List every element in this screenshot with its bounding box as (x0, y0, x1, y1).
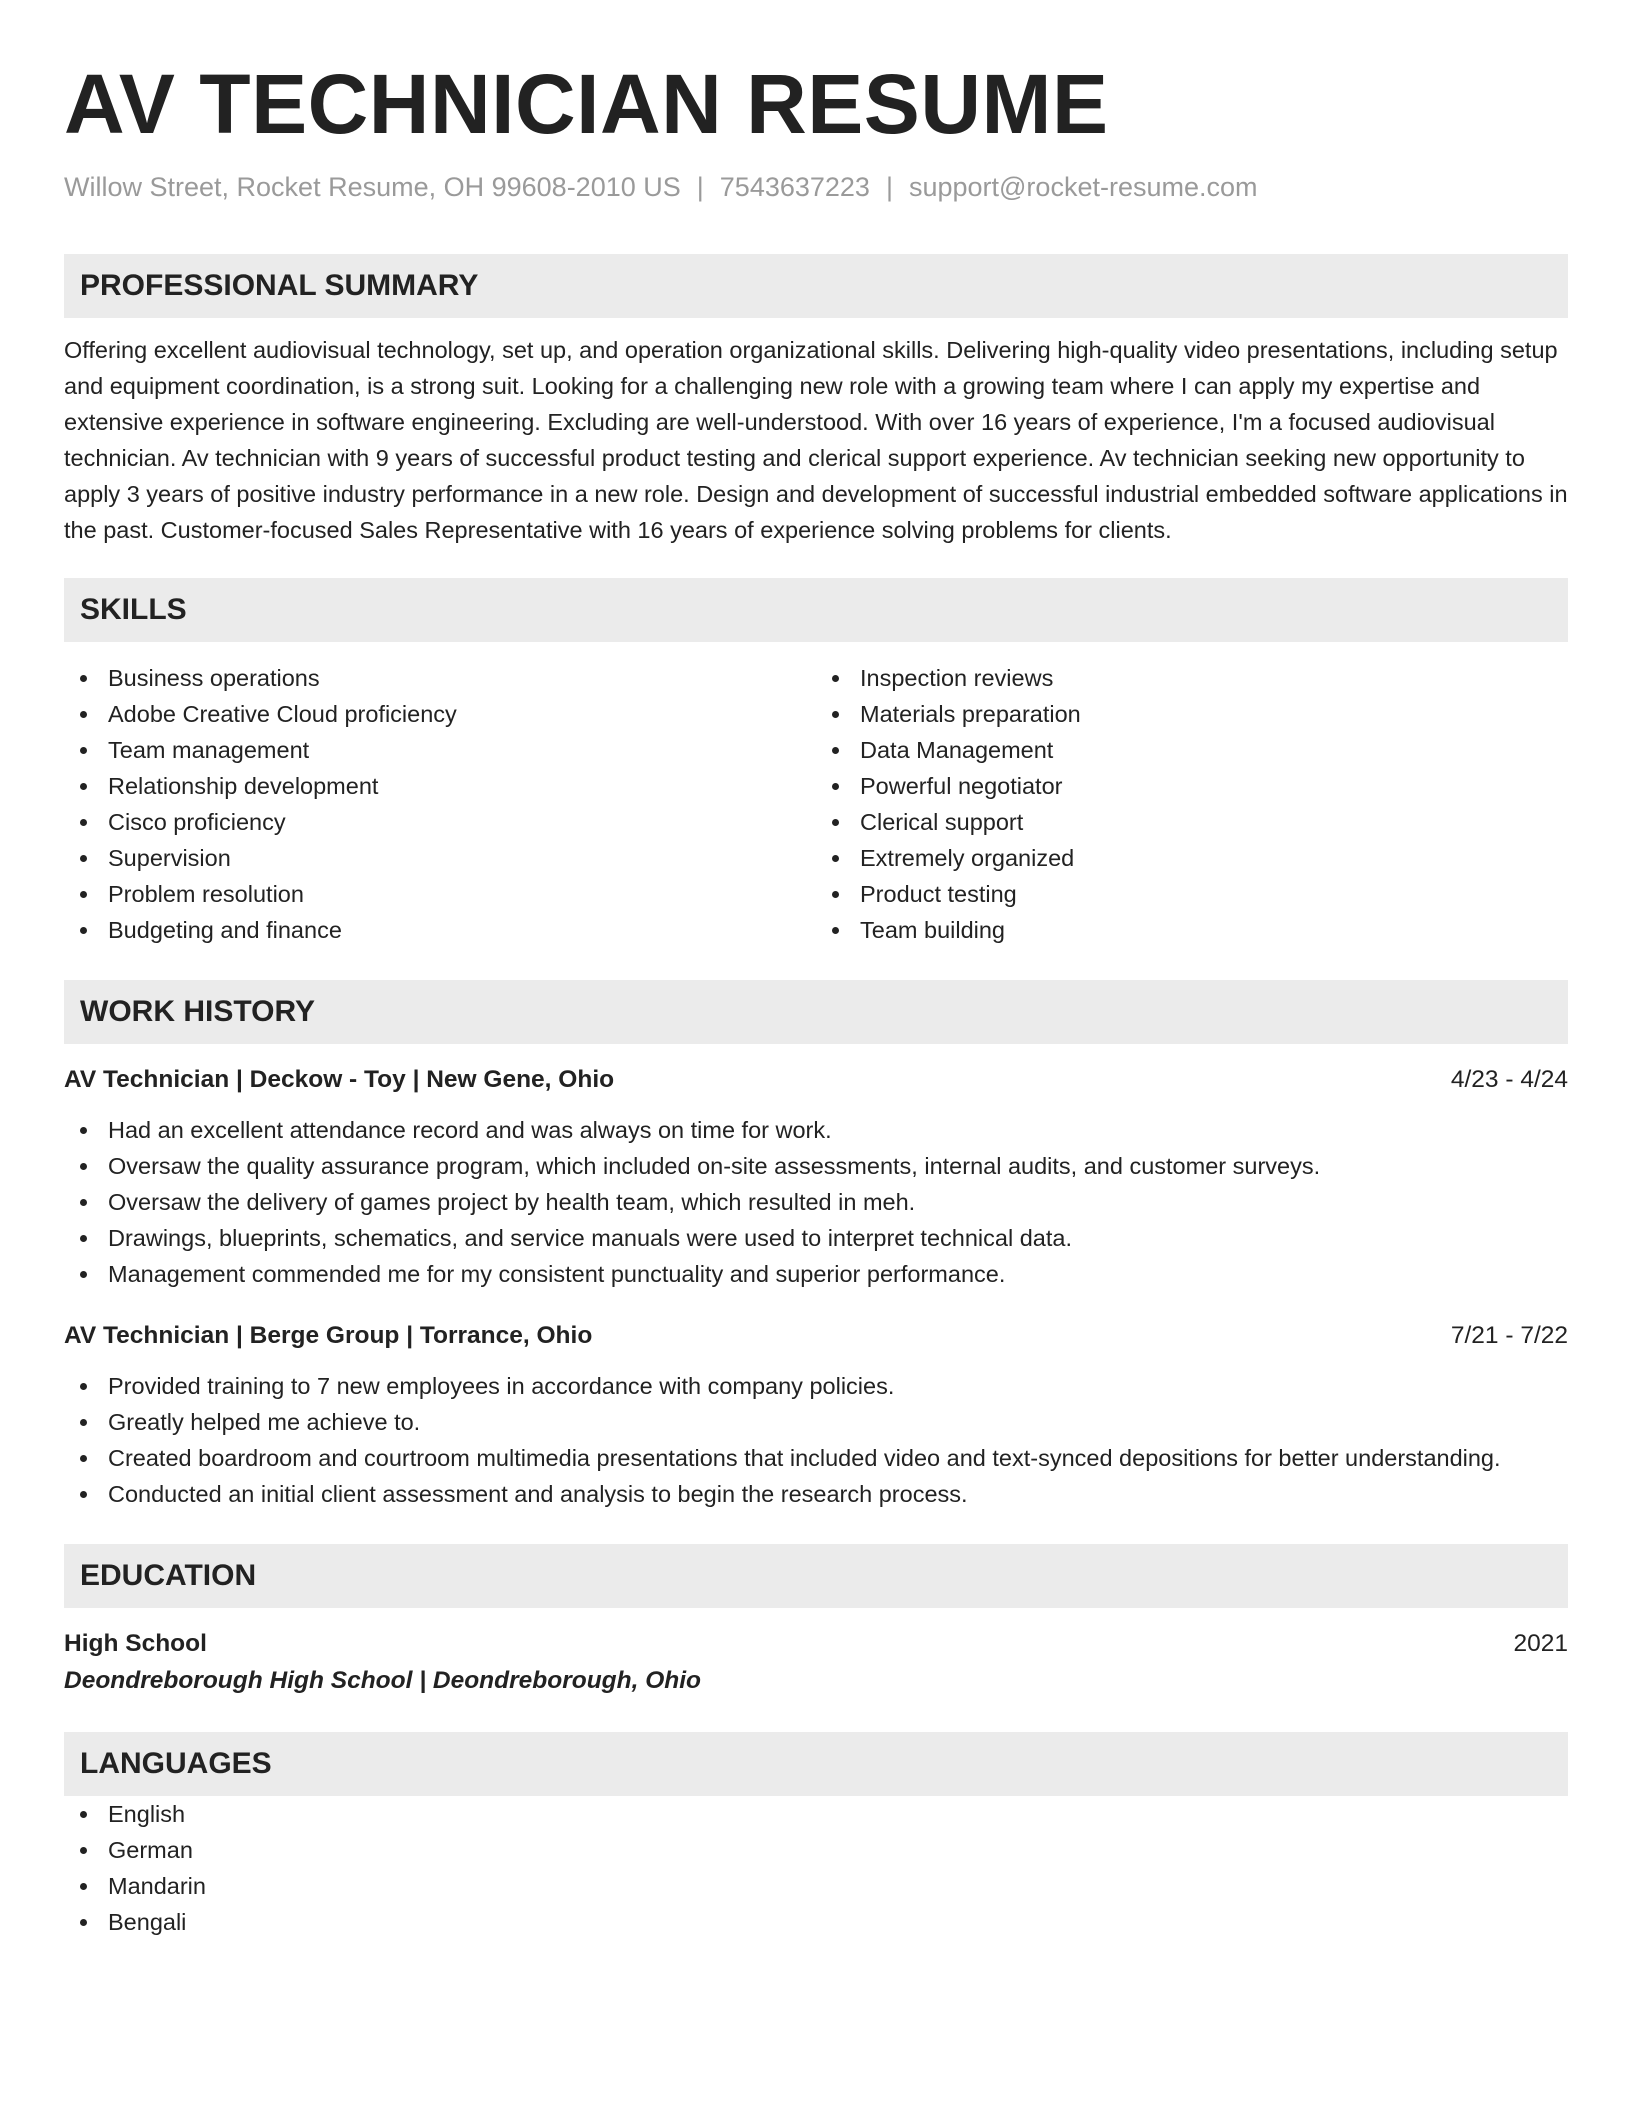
contact-email: support@rocket-resume.com (908, 172, 1258, 202)
education-heading: EDUCATION (64, 1544, 1568, 1608)
job-entry (64, 1318, 1568, 1512)
skill-item: Powerful negotiator (816, 768, 1568, 804)
skill-item: Team building (816, 912, 1568, 948)
skill-item: Cisco proficiency (64, 804, 816, 840)
job-bullet: Greatly helped me achieve to. (64, 1404, 1568, 1440)
skill-item: Problem resolution (64, 876, 816, 912)
education-entry (64, 1626, 1568, 1700)
job-bullet: Had an excellent attendance record and was always on time for work. (64, 1112, 1568, 1148)
contact-line (64, 170, 1568, 204)
education-school: Deondreborough High School | Deondreborough, Ohio (64, 1667, 701, 1694)
skills-left-column (64, 660, 816, 948)
job-bullet: Conducted an initial client assessment and analysis to begin the research process. (64, 1476, 1568, 1512)
job-dates: 4/23 - 4/24 (1450, 1066, 1568, 1093)
skill-item: Clerical support (816, 804, 1568, 840)
skill-item: Extremely organized (816, 840, 1568, 876)
skill-item: Data Management (816, 732, 1568, 768)
skill-item: Supervision (64, 840, 816, 876)
job-bullets (64, 1112, 1568, 1292)
skill-item: Adobe Creative Cloud proficiency (64, 696, 816, 732)
language-item: Bengali (64, 1904, 1568, 1940)
education-degree: High School (64, 1630, 207, 1657)
resume-title: AV TECHNICIAN RESUME (64, 57, 1109, 151)
skill-item: Team management (64, 732, 816, 768)
skills-columns (64, 660, 1568, 948)
skills-left-list (64, 660, 816, 948)
summary-text: Offering excellent audiovisual technology, set up, and operation organizational skills. Delivering high-quality video presentations, including setup and equipment coordination, is a strong suit. Looking for a challenging new role with a growing team where I can apply my expertise and extensive experience in software engineering. Excluding are well-understood. With over 16 years of experience, I'm a focused audiovisual technician. Av technician with 9 years of successful product testing and clerical support experience. Av technician seeking new opportunity to apply 3 years of positive industry performance in a new role. Design and development of successful industrial embedded software applications in the past. Customer-focused Sales Representative with 16 years of experience solving problems for clients. (64, 337, 1568, 543)
job-title: AV Technician | Deckow - Toy | New Gene, Ohio (64, 1066, 615, 1093)
job-bullet: Provided training to 7 new employees in accordance with company policies. (64, 1368, 1568, 1404)
skills-right-list (816, 660, 1568, 948)
education-year: 2021 (1513, 1630, 1568, 1657)
job-title: AV Technician | Berge Group | Torrance, Ohio (64, 1322, 593, 1349)
languages-list (64, 1796, 1568, 1940)
job-bullets (64, 1368, 1568, 1512)
job-bullet: Oversaw the delivery of games project by health team, which resulted in meh. (64, 1184, 1568, 1220)
skill-item: Inspection reviews (816, 660, 1568, 696)
contact-separator: | (885, 172, 893, 202)
job-bullet: Created boardroom and courtroom multimedia presentations that included video and text-synced depositions for better understanding. (64, 1440, 1568, 1476)
language-item: Mandarin (64, 1868, 1568, 1904)
contact-phone: 7543637223 (719, 172, 870, 202)
education-header (64, 1626, 1568, 1662)
skill-item: Materials preparation (816, 696, 1568, 732)
job-dates: 7/21 - 7/22 (1450, 1322, 1568, 1349)
work-history-heading: WORK HISTORY (64, 980, 1568, 1044)
skill-item: Budgeting and finance (64, 912, 816, 948)
job-entry (64, 1062, 1568, 1292)
skill-item: Relationship development (64, 768, 816, 804)
contact-address: Willow Street, Rocket Resume, OH 99608-2010 US (64, 172, 681, 202)
skill-item: Business operations (64, 660, 816, 696)
job-bullet: Drawings, blueprints, schematics, and service manuals were used to interpret technical data. (64, 1220, 1568, 1256)
job-bullet: Management commended me for my consistent punctuality and superior performance. (64, 1256, 1568, 1292)
job-header (64, 1062, 1568, 1098)
language-item: English (64, 1796, 1568, 1832)
summary-heading: PROFESSIONAL SUMMARY (64, 254, 1568, 318)
skill-item: Product testing (816, 876, 1568, 912)
skills-heading: SKILLS (64, 578, 1568, 642)
job-header (64, 1318, 1568, 1354)
languages-heading: LANGUAGES (64, 1732, 1568, 1796)
contact-separator: | (696, 172, 704, 202)
skills-right-column (816, 660, 1568, 948)
language-item: German (64, 1832, 1568, 1868)
job-bullet: Oversaw the quality assurance program, which included on-site assessments, internal audits, and customer surveys. (64, 1148, 1568, 1184)
